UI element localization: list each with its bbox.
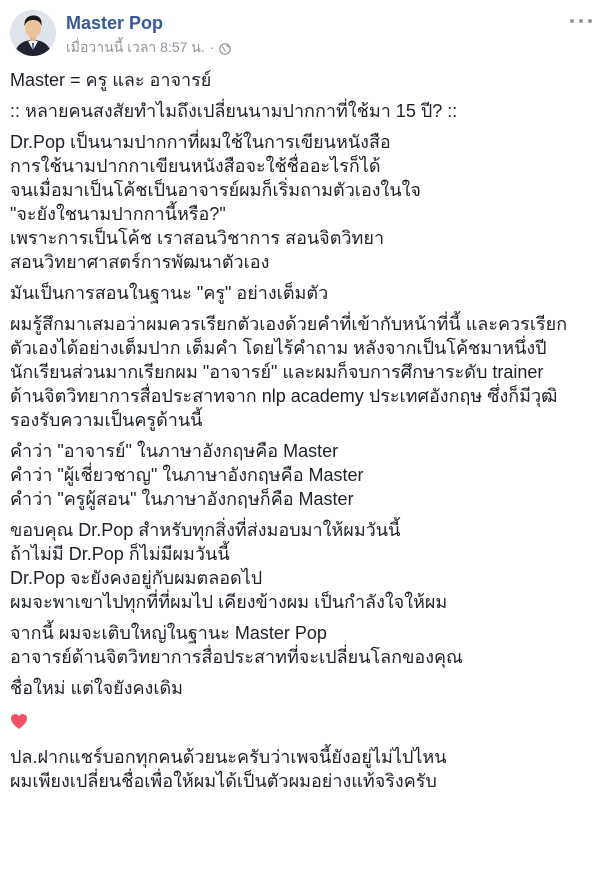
text-line: อาจารย์ด้านจิตวิทยาการสื่อประสาทที่จะเปลี่ยนโลกของคุณ	[10, 647, 463, 667]
paragraph	[10, 99, 590, 123]
paragraph	[10, 676, 590, 700]
text-line: คำว่า "อาจารย์" ในภาษาอังกฤษคือ Master	[10, 441, 339, 461]
text-line: ผมรู้สึกมาเสมอว่าผมควรเรียกตัวเองด้วยคำที่เข้ากับหน้าที่นี้ และควรเรียก	[10, 314, 568, 334]
text-line: Master = ครู และ อาจารย์	[10, 70, 212, 90]
text-line: Dr.Pop เป็นนามปากกาที่ผมใช้ในการเขียนหนังสือ	[10, 132, 391, 152]
globe-icon[interactable]	[219, 41, 231, 53]
text-line: :: หลายคนสงสัยทำไมถึงเปลี่ยนนามปากกาที่ใช้มา 15 ปี? ::	[10, 101, 458, 121]
text-line: สอนวิทยาศาสตร์การพัฒนาตัวเอง	[10, 252, 270, 272]
post-timestamp[interactable]: เมื่อวานนี้ เวลา 8:57 น.	[66, 39, 205, 55]
meta-separator: ·	[209, 39, 215, 55]
text-line: ชื่อใหม่ แต่ใจยังคงเดิม	[10, 678, 184, 698]
text-line: นักเรียนส่วนมากเรียกผม "อาจารย์" และผมก็จบการศึกษาระดับ trainer	[10, 362, 544, 382]
author-name[interactable]: Master Pop	[66, 13, 164, 33]
post-header	[0, 0, 600, 66]
text-line: ผมจะพาเขาไปทุกที่ที่ผมไป เคียงข้างผม เป็นกำลังใจให้ผม	[10, 592, 448, 612]
post-body	[10, 68, 590, 800]
paragraph	[10, 130, 590, 274]
text-line: ปล.ฝากแชร์บอกทุกคนด้วยนะครับว่าเพจนี้ยังอยู่ไม่ไปไหน	[10, 747, 447, 767]
paragraph	[10, 745, 590, 793]
text-line: จนเมื่อมาเป็นโค้ชเป็นอาจารย์ผมก็เริ่มถามตัวเองในใจ	[10, 180, 421, 200]
avatar[interactable]	[10, 10, 56, 56]
text-line: "จะยังใชนามปากกานี้หรือ?"	[10, 204, 226, 224]
paragraph	[10, 518, 590, 614]
paragraph	[10, 312, 590, 432]
paragraph	[10, 439, 590, 511]
text-line: คำว่า "ครูผู้สอน" ในภาษาอังกฤษก็คือ Master	[10, 489, 354, 509]
text-line: การใช้นามปากกาเขียนหนังสือจะใช้ชื่ออะไรก็ได้	[10, 156, 381, 176]
text-line: ถ้าไม่มี Dr.Pop ก็ไม่มีผมวันนี้	[10, 544, 230, 564]
text-line: รองรับความเป็นครูด้านนี้	[10, 410, 203, 430]
text-line: เพราะการเป็นโค้ช เราสอนวิชาการ สอนจิตวิทยา	[10, 228, 385, 248]
text-line: จากนี้ ผมจะเติบใหญ่ในฐานะ Master Pop	[10, 623, 327, 643]
text-line: Dr.Pop จะยังคงอยู่กับผมตลอดไป	[10, 568, 263, 588]
paragraph	[10, 281, 590, 305]
paragraph	[10, 68, 590, 92]
post-meta	[66, 38, 231, 56]
paragraph	[10, 621, 590, 669]
more-options-icon[interactable]	[570, 14, 592, 28]
profile-photo	[10, 10, 56, 56]
text-line: มันเป็นการสอนในฐานะ "ครู" อย่างเต็มตัว	[10, 283, 329, 303]
heart-icon	[10, 712, 28, 729]
text-line: ผมเพียงเปลี่ยนชื่อเพื่อให้ผมได้เป็นตัวผมอย่างแท้จริงครับ	[10, 771, 437, 791]
text-line: ขอบคุณ Dr.Pop สำหรับทุกสิ่งที่ส่งมอบมาให้ผมวันนี้	[10, 520, 401, 540]
text-line: ด้านจิตวิทยาการสื่อประสาทจาก nlp academy ประเทศอังกฤษ ซึ่งก็มีวุฒิ	[10, 386, 558, 406]
text-line: คำว่า "ผู้เชี่ยวชาญ" ในภาษาอังกฤษคือ Master	[10, 465, 364, 485]
text-line: ตัวเองได้อย่างเต็มปาก เต็มคำ โดยไร้คำถาม หลังจากเป็นโค้ชมาหนึ่งปี	[10, 338, 547, 358]
